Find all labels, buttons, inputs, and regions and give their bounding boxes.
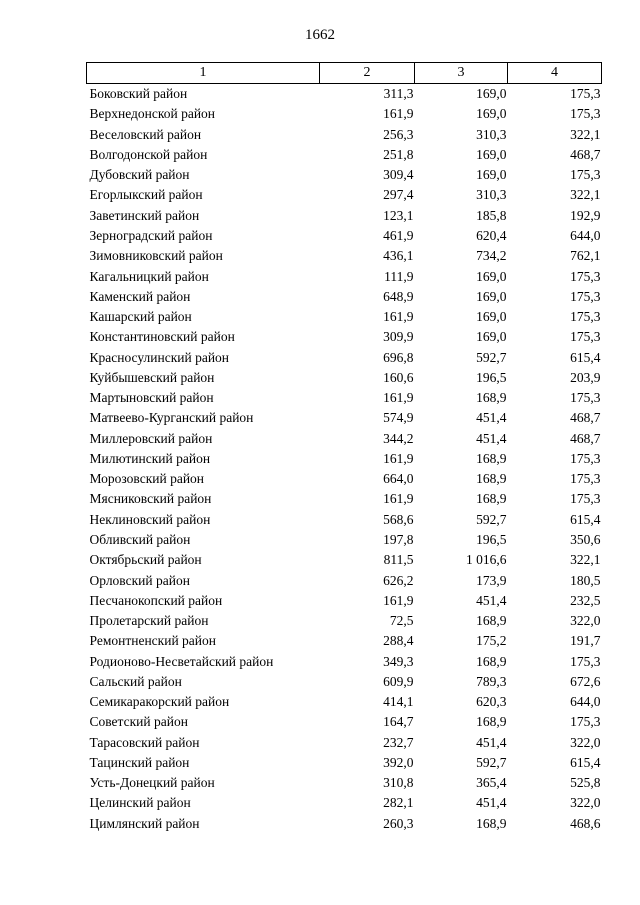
district-name-cell: Кашарский район bbox=[89, 309, 192, 325]
district-name-cell: Зерноградский район bbox=[89, 227, 213, 243]
table-row bbox=[87, 287, 602, 307]
value-cell-col2: 344,2 bbox=[383, 430, 414, 446]
value-cell-col2: 160,6 bbox=[383, 369, 414, 385]
value-cell-col2: 349,3 bbox=[383, 653, 414, 669]
table-row bbox=[87, 429, 602, 449]
district-name-cell: Советский район bbox=[89, 714, 188, 730]
value-cell-col2: 256,3 bbox=[383, 126, 414, 142]
table-row bbox=[87, 125, 602, 145]
value-cell-col2: 568,6 bbox=[383, 511, 414, 527]
value-cell-col2: 574,9 bbox=[383, 410, 414, 426]
value-cell-col2: 161,9 bbox=[383, 450, 414, 466]
table-row bbox=[87, 570, 602, 590]
district-name-cell: Веселовский район bbox=[89, 126, 202, 142]
value-cell-col4: 175,3 bbox=[570, 471, 601, 487]
table-row bbox=[87, 84, 602, 105]
value-cell-col3: 169,0 bbox=[476, 329, 507, 345]
value-cell-col3: 196,5 bbox=[476, 369, 507, 385]
value-cell-col3: 734,2 bbox=[476, 248, 507, 264]
value-cell-col4: 175,3 bbox=[570, 309, 601, 325]
value-cell-col2: 311,3 bbox=[383, 86, 414, 102]
value-cell-col4: 468,7 bbox=[570, 146, 601, 162]
table-row bbox=[87, 530, 602, 550]
value-cell-col4: 175,3 bbox=[570, 86, 601, 102]
value-cell-col3: 168,9 bbox=[476, 714, 507, 730]
value-cell-col2: 696,8 bbox=[383, 349, 414, 365]
table-row bbox=[87, 449, 602, 469]
district-name-cell: Обливский район bbox=[89, 531, 191, 547]
value-cell-col3: 592,7 bbox=[476, 511, 507, 527]
value-cell-col2: 626,2 bbox=[383, 572, 414, 588]
value-cell-col2: 414,1 bbox=[383, 694, 414, 710]
value-cell-col2: 161,9 bbox=[383, 592, 414, 608]
district-name-cell: Орловский район bbox=[89, 572, 190, 588]
district-name-cell: Усть-Донецкий район bbox=[89, 775, 215, 791]
header-cell-4: 4 bbox=[508, 63, 602, 84]
district-name-cell: Семикаракорский район bbox=[89, 694, 230, 710]
table-row bbox=[87, 145, 602, 165]
table-row bbox=[87, 185, 602, 205]
value-cell-col4: 180,5 bbox=[570, 572, 601, 588]
value-cell-col4: 615,4 bbox=[570, 511, 601, 527]
value-cell-col3: 451,4 bbox=[476, 795, 507, 811]
value-cell-col3: 310,3 bbox=[476, 126, 507, 142]
district-name-cell: Тарасовский район bbox=[89, 734, 200, 750]
value-cell-col3: 169,0 bbox=[476, 86, 507, 102]
table-row bbox=[87, 307, 602, 327]
value-cell-col3: 451,4 bbox=[476, 410, 507, 426]
value-cell-col2: 288,4 bbox=[383, 633, 414, 649]
value-cell-col4: 192,9 bbox=[570, 207, 601, 223]
table-row bbox=[87, 206, 602, 226]
value-cell-col4: 525,8 bbox=[570, 775, 601, 791]
value-cell-col3: 310,3 bbox=[476, 187, 507, 203]
value-cell-col2: 260,3 bbox=[383, 815, 414, 831]
table-row bbox=[87, 104, 602, 124]
value-cell-col3: 175,2 bbox=[476, 633, 507, 649]
value-cell-col4: 175,3 bbox=[570, 491, 601, 507]
value-cell-col4: 322,0 bbox=[570, 734, 601, 750]
table-row bbox=[87, 692, 602, 712]
value-cell-col3: 451,4 bbox=[476, 734, 507, 750]
data-table bbox=[86, 62, 602, 834]
value-cell-col4: 615,4 bbox=[570, 349, 601, 365]
table-row bbox=[87, 611, 602, 631]
value-cell-col3: 1 016,6 bbox=[466, 552, 507, 568]
value-cell-col2: 309,9 bbox=[383, 329, 414, 345]
header-cell-2: 2 bbox=[320, 63, 415, 84]
value-cell-col2: 282,1 bbox=[383, 795, 414, 811]
table-row bbox=[87, 712, 602, 732]
value-cell-col3: 169,0 bbox=[476, 106, 507, 122]
value-cell-col3: 168,9 bbox=[476, 613, 507, 629]
header-cell-3: 3 bbox=[415, 63, 508, 84]
value-cell-col4: 175,3 bbox=[570, 268, 601, 284]
page-number: 1662 bbox=[305, 27, 335, 43]
district-name-cell: Миллеровский район bbox=[89, 430, 213, 446]
district-name-cell: Целинский район bbox=[89, 795, 191, 811]
value-cell-col4: 644,0 bbox=[570, 227, 601, 243]
district-name-cell: Константиновский район bbox=[89, 329, 235, 345]
value-cell-col2: 161,9 bbox=[383, 106, 414, 122]
table-row bbox=[87, 651, 602, 671]
value-cell-col3: 168,9 bbox=[476, 471, 507, 487]
district-name-cell: Тацинский район bbox=[89, 754, 190, 770]
value-cell-col3: 169,0 bbox=[476, 268, 507, 284]
value-cell-col3: 169,0 bbox=[476, 309, 507, 325]
value-cell-col2: 123,1 bbox=[383, 207, 414, 223]
district-name-cell: Сальский район bbox=[89, 673, 182, 689]
value-cell-col4: 468,7 bbox=[570, 410, 601, 426]
value-cell-col3: 592,7 bbox=[476, 754, 507, 770]
value-cell-col2: 251,8 bbox=[383, 146, 414, 162]
value-cell-col4: 175,3 bbox=[570, 288, 601, 304]
value-cell-col3: 169,0 bbox=[476, 146, 507, 162]
value-cell-col2: 297,4 bbox=[383, 187, 414, 203]
table-row bbox=[87, 165, 602, 185]
district-name-cell: Егорлыкский район bbox=[89, 187, 203, 203]
header-row bbox=[87, 63, 602, 84]
district-name-cell: Кагальницкий район bbox=[89, 268, 209, 284]
table-row bbox=[87, 550, 602, 570]
value-cell-col3: 169,0 bbox=[476, 288, 507, 304]
district-name-cell: Волгодонской район bbox=[89, 146, 208, 162]
table-row bbox=[87, 510, 602, 530]
value-cell-col2: 664,0 bbox=[383, 471, 414, 487]
district-name-cell: Красносулинский район bbox=[89, 349, 230, 365]
district-name-cell: Морозовский район bbox=[89, 471, 205, 487]
value-cell-col2: 197,8 bbox=[383, 531, 414, 547]
value-cell-col4: 615,4 bbox=[570, 754, 601, 770]
value-cell-col4: 350,6 bbox=[570, 531, 601, 547]
value-cell-col4: 175,3 bbox=[570, 390, 601, 406]
value-cell-col4: 175,3 bbox=[570, 167, 601, 183]
table-row bbox=[87, 489, 602, 509]
district-name-cell: Каменский район bbox=[89, 288, 191, 304]
district-name-cell: Пролетарский район bbox=[89, 613, 209, 629]
value-cell-col3: 592,7 bbox=[476, 349, 507, 365]
district-name-cell: Дубовский район bbox=[89, 167, 190, 183]
table-row bbox=[87, 773, 602, 793]
district-name-cell: Боковский район bbox=[89, 86, 188, 102]
value-cell-col2: 161,9 bbox=[383, 491, 414, 507]
value-cell-col3: 451,4 bbox=[476, 430, 507, 446]
district-name-cell: Мартыновский район bbox=[89, 390, 214, 406]
value-cell-col2: 609,9 bbox=[383, 673, 414, 689]
table-row bbox=[87, 631, 602, 651]
table-row bbox=[87, 753, 602, 773]
value-cell-col4: 322,0 bbox=[570, 795, 601, 811]
value-cell-col4: 203,9 bbox=[570, 369, 601, 385]
value-cell-col4: 644,0 bbox=[570, 694, 601, 710]
table-row bbox=[87, 469, 602, 489]
table-row bbox=[87, 733, 602, 753]
table-row bbox=[87, 591, 602, 611]
value-cell-col2: 811,5 bbox=[383, 552, 414, 568]
value-cell-col3: 168,9 bbox=[476, 491, 507, 507]
district-name-cell: Милютинский район bbox=[89, 450, 211, 466]
value-cell-col2: 232,7 bbox=[383, 734, 414, 750]
value-cell-col4: 468,7 bbox=[570, 430, 601, 446]
table-row bbox=[87, 347, 602, 367]
value-cell-col4: 672,6 bbox=[570, 673, 601, 689]
value-cell-col3: 196,5 bbox=[476, 531, 507, 547]
value-cell-col4: 322,1 bbox=[570, 187, 601, 203]
district-name-cell: Куйбышевский район bbox=[89, 369, 215, 385]
value-cell-col4: 175,3 bbox=[570, 714, 601, 730]
table-header bbox=[87, 63, 602, 84]
value-cell-col4: 468,6 bbox=[570, 815, 601, 831]
value-cell-col4: 175,3 bbox=[570, 653, 601, 669]
table-row bbox=[87, 368, 602, 388]
value-cell-col4: 322,1 bbox=[570, 126, 601, 142]
value-cell-col3: 173,9 bbox=[476, 572, 507, 588]
value-cell-col3: 169,0 bbox=[476, 167, 507, 183]
district-name-cell: Родионово-Несветайский район bbox=[89, 653, 274, 669]
table-row bbox=[87, 408, 602, 428]
value-cell-col2: 72,5 bbox=[389, 613, 414, 629]
table-body bbox=[87, 84, 602, 834]
district-name-cell: Песчанокопский район bbox=[89, 592, 223, 608]
district-name-cell: Мясниковский район bbox=[89, 491, 212, 507]
district-name-cell: Неклиновский район bbox=[89, 511, 211, 527]
value-cell-col2: 392,0 bbox=[383, 754, 414, 770]
district-name-cell: Ремонтненский район bbox=[89, 633, 216, 649]
value-cell-col3: 168,9 bbox=[476, 653, 507, 669]
data-table-container bbox=[86, 62, 601, 834]
district-name-cell: Матвеево-Курганский район bbox=[89, 410, 254, 426]
value-cell-col4: 762,1 bbox=[570, 248, 601, 264]
value-cell-col3: 168,9 bbox=[476, 390, 507, 406]
value-cell-col3: 789,3 bbox=[476, 673, 507, 689]
value-cell-col2: 111,9 bbox=[384, 268, 414, 284]
value-cell-col3: 365,4 bbox=[476, 775, 507, 791]
value-cell-col4: 322,0 bbox=[570, 613, 601, 629]
value-cell-col2: 161,9 bbox=[383, 390, 414, 406]
value-cell-col2: 161,9 bbox=[383, 309, 414, 325]
value-cell-col2: 309,4 bbox=[383, 167, 414, 183]
value-cell-col3: 620,3 bbox=[476, 694, 507, 710]
table-row bbox=[87, 814, 602, 834]
value-cell-col4: 175,3 bbox=[570, 450, 601, 466]
value-cell-col3: 620,4 bbox=[476, 227, 507, 243]
table-row bbox=[87, 388, 602, 408]
table-row bbox=[87, 246, 602, 266]
district-name-cell: Верхнедонской район bbox=[89, 106, 216, 122]
value-cell-col2: 461,9 bbox=[383, 227, 414, 243]
table-row bbox=[87, 327, 602, 347]
value-cell-col4: 175,3 bbox=[570, 329, 601, 345]
table-row bbox=[87, 266, 602, 286]
value-cell-col4: 232,5 bbox=[570, 592, 601, 608]
table-row bbox=[87, 672, 602, 692]
header-cell-1: 1 bbox=[87, 63, 320, 84]
district-name-cell: Зимовниковский район bbox=[89, 248, 223, 264]
value-cell-col3: 168,9 bbox=[476, 815, 507, 831]
value-cell-col4: 191,7 bbox=[570, 633, 601, 649]
table-row bbox=[87, 793, 602, 813]
value-cell-col3: 168,9 bbox=[476, 450, 507, 466]
district-name-cell: Заветинский район bbox=[89, 207, 200, 223]
value-cell-col3: 185,8 bbox=[476, 207, 507, 223]
value-cell-col4: 322,1 bbox=[570, 552, 601, 568]
district-name-cell: Октябрьский район bbox=[89, 552, 202, 568]
value-cell-col4: 175,3 bbox=[570, 106, 601, 122]
table-row bbox=[87, 226, 602, 246]
value-cell-col2: 164,7 bbox=[383, 714, 414, 730]
value-cell-col2: 436,1 bbox=[383, 248, 414, 264]
district-name-cell: Цимлянский район bbox=[89, 815, 200, 831]
value-cell-col2: 310,8 bbox=[383, 775, 414, 791]
value-cell-col2: 648,9 bbox=[383, 288, 414, 304]
value-cell-col3: 451,4 bbox=[476, 592, 507, 608]
